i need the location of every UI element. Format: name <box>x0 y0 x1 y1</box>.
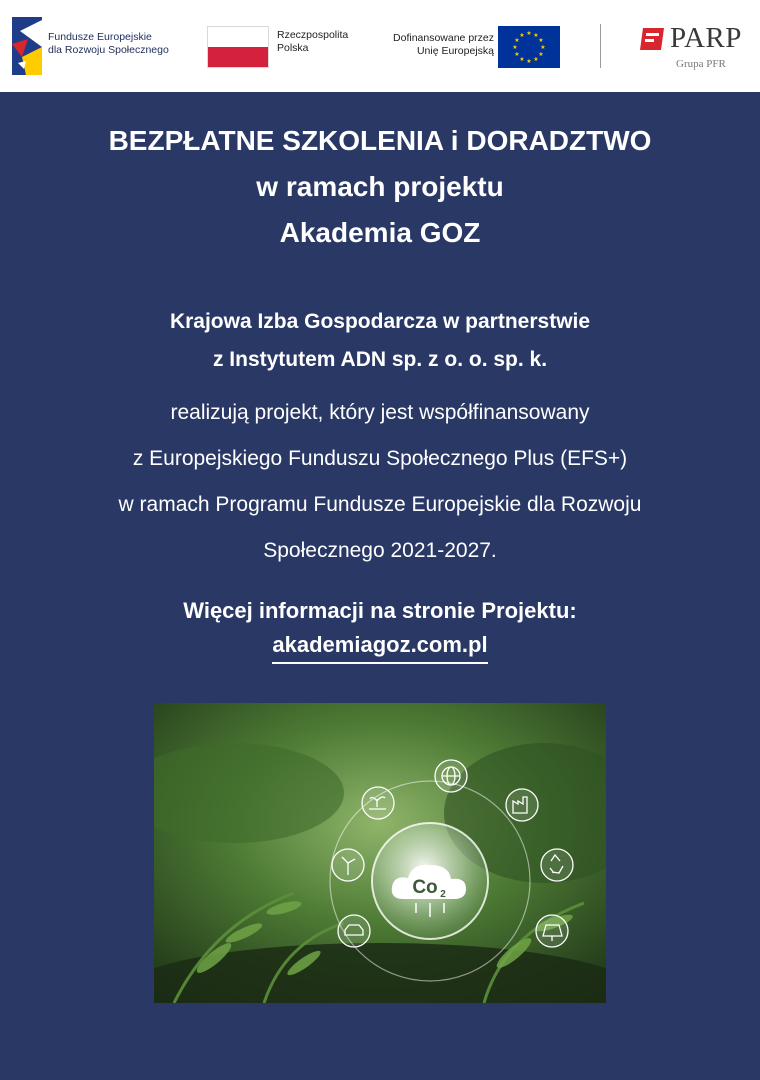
partners-text <box>0 303 760 379</box>
svg-text:★: ★ <box>526 30 532 37</box>
svg-text:★: ★ <box>512 44 518 51</box>
description-line1: realizują projekt, który jest współfinansowany <box>170 401 590 424</box>
polish-flag-icon <box>207 26 269 68</box>
solar-panel-icon <box>536 915 568 947</box>
svg-text:★: ★ <box>538 51 544 58</box>
co2-subscript: 2 <box>440 889 446 900</box>
parp-mark-icon <box>640 28 664 50</box>
description-line2: z Europejskiego Funduszu Społecznego Plus (EFS+) <box>132 447 628 470</box>
more-info-label: Więcej informacji na stronie Projektu: <box>183 598 577 623</box>
description-line3: w ramach Programu Fundusze Europejskie dla Rozwoju <box>118 493 642 516</box>
plant-hand-icon <box>362 787 394 819</box>
eu-flag-icon <box>498 26 560 68</box>
fe-star-icon <box>12 17 42 75</box>
fe-line2: dla Rozwoju Społecznego <box>48 44 169 56</box>
headline-line2: w ramach projektu <box>256 171 504 202</box>
fe-logo <box>12 17 192 75</box>
pl-logo <box>207 26 367 70</box>
eco-co2-photo <box>154 703 606 1003</box>
headline-line3: Akademia GOZ <box>279 217 481 248</box>
eu-logo <box>380 26 570 70</box>
pl-line1: Rzeczpospolita <box>277 29 349 41</box>
pl-line2: Polska <box>277 42 309 54</box>
partners-line1: Krajowa Izba Gospodarcza w partnerstwie <box>169 310 591 333</box>
co2-label: Co <box>412 877 438 898</box>
logo-bar <box>0 0 760 92</box>
ev-car-icon <box>338 915 370 947</box>
svg-text:★: ★ <box>514 51 520 58</box>
svg-text:★: ★ <box>533 32 539 39</box>
svg-text:★: ★ <box>538 37 544 44</box>
parp-logo <box>638 20 753 76</box>
description-line4: Społecznego 2021-2027. <box>263 539 497 562</box>
svg-text:★: ★ <box>526 58 532 65</box>
recycle-icon <box>541 849 573 881</box>
headline-line1: BEZPŁATNE SZKOLENIA i DORADZTWO <box>108 125 652 156</box>
svg-text:★: ★ <box>533 56 539 63</box>
partners-line2: z Instytutem ADN sp. z o. o. sp. k. <box>212 348 548 371</box>
svg-text:★: ★ <box>514 37 520 44</box>
svg-text:★: ★ <box>519 56 525 63</box>
svg-text:★: ★ <box>540 44 546 51</box>
parp-sub: Grupa PFR <box>676 58 726 70</box>
headline <box>0 118 760 256</box>
description-text <box>0 390 760 574</box>
parp-name: PARP <box>670 22 742 54</box>
fe-line1: Fundusze Europejskie <box>48 31 152 43</box>
project-website-link[interactable]: akademiagoz.com.pl <box>272 630 487 664</box>
factory-icon <box>506 789 538 821</box>
wind-turbine-icon <box>332 849 364 881</box>
logo-separator <box>600 24 601 68</box>
globe-icon <box>435 760 467 792</box>
eu-line1: Dofinansowane przez <box>393 32 494 44</box>
svg-text:★: ★ <box>519 32 525 39</box>
eu-line2: Unię Europejską <box>416 45 494 57</box>
